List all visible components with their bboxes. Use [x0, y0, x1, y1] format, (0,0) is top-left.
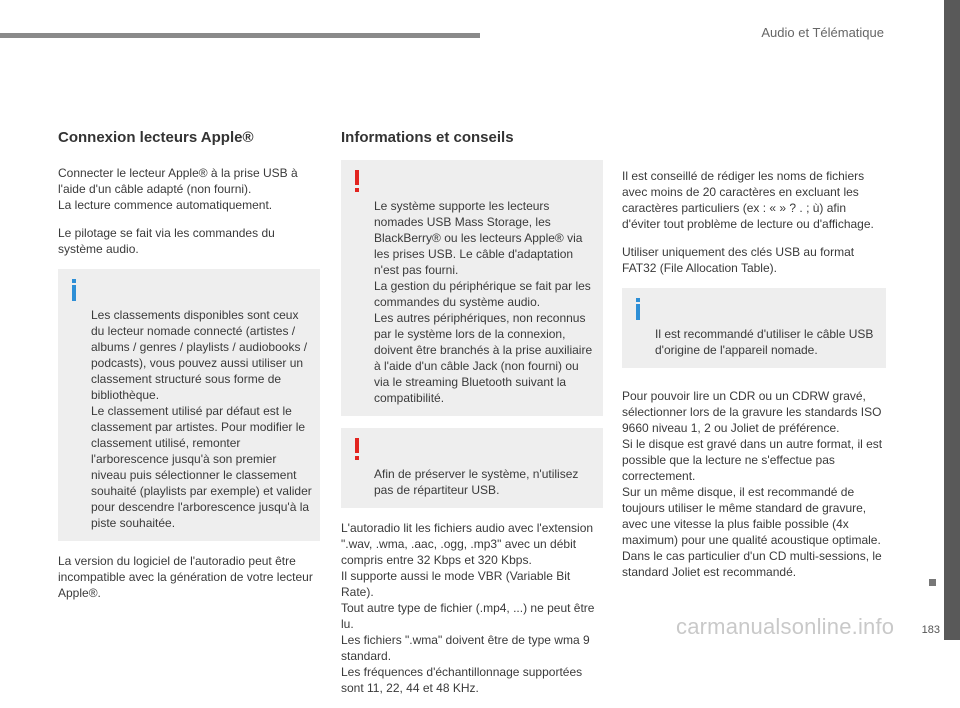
- warning-box-supported-devices: [341, 160, 603, 416]
- column-information-tips: [341, 128, 603, 708]
- info-box-classifications: [58, 269, 320, 541]
- warning-box-text: Le système supporte les lecteurs nomades USB Mass Storage, les BlackBerry® ou les lecteurs Apple® via les prises USB. Le câble d'adaptation n'est pas fourni. La gestion du périphérique se fait par les commandes du système audio. Les autres périphériques, non reconnus par le système lors de la connexion, doivent être branchés à la prise auxiliaire à l'aide d'un câble Jack (non fourni) ou via le streaming Bluetooth suivant la compatibilité.: [374, 199, 593, 405]
- end-marker: [929, 579, 936, 586]
- header-rule: [0, 33, 480, 38]
- info-icon: [631, 296, 645, 322]
- warning-box-usb-splitter: [341, 428, 603, 508]
- section-title-apple: Connexion lecteurs Apple®: [58, 129, 254, 146]
- info-box-usb-cable: [622, 288, 886, 368]
- paragraph-cd-burning: Pour pouvoir lire un CDR ou un CDRW gravé, sélectionner lors de la gravure les standards ISO 9660 niveau 1, 2 ou Joliet de préférence. Si le disque est gravé dans un autre format, il est possible que la lecture ne s'effectue pas correctement. Sur un même disque, il est recommandé de toujours utiliser le même standard de gravure, avec une vitesse la plus faible possible (4x maximum) pour une qualité acoustique optimale. Dans le cas particulier d'un CD multi-sessions, le standard Joliet est recommandé.: [622, 389, 883, 579]
- page-number: 183: [921, 624, 940, 636]
- paragraph-usb-format: Utiliser uniquement des clés USB au format FAT32 (File Allocation Table).: [622, 245, 855, 275]
- warning-box-text: Afin de préserver le système, n'utilisez pas de répartiteur USB.: [374, 467, 579, 497]
- warning-icon: [350, 436, 364, 462]
- info-box-text: Les classements disponibles sont ceux du lecteur nomade connecté (artistes / albums / genres / playlists / audiobooks / podcasts), vous pouvez aussi utiliser un classement structuré sous forme de bibliothèque. Le classement utilisé par défaut est le classement par artistes. Pour modifier le classement utilisé, remonter l'arborescence jusqu'à son premier niveau puis sélectionner le classement souhaité (playlists par exemple) et valider pour descendre l'arborescence jusqu'à la piste souhaitée.: [91, 308, 312, 530]
- column-advice: [622, 168, 886, 592]
- warning-icon: [350, 168, 364, 194]
- paragraph-audio-formats: L'autoradio lit les fichiers audio avec l'extension ".wav, .wma, .aac, .ogg, .mp3" avec un débit compris entre 32 Kbps et 320 Kbps. Il supporte aussi le mode VBR (Variable Bit Rate). Tout autre type de fichier (.mp4, ...) ne peut être lu. Les fichiers ".wma" doivent être de type wma 9 standard. Les fréquences d'échantillonnage supportées sont 11, 22, 44 et 48 KHz.: [341, 521, 595, 695]
- header-title: Audio et Télématique: [761, 25, 884, 40]
- info-icon: [67, 277, 81, 303]
- section-title-info: Informations et conseils: [341, 129, 514, 146]
- paragraph-control: Le pilotage se fait via les commandes du système audio.: [58, 226, 275, 256]
- paragraph-software-version: La version du logiciel de l'autoradio peut être incompatible avec la génération de votre lecteur Apple®.: [58, 554, 313, 600]
- info-box-text: Il est recommandé d'utiliser le câble USB d'origine de l'appareil nomade.: [655, 327, 874, 357]
- watermark: carmanualsonline.info: [676, 614, 895, 639]
- column-apple-connection: [58, 128, 320, 613]
- paragraph-file-names: Il est conseillé de rédiger les noms de fichiers avec moins de 20 caractères en excluant les caractères particuliers (ex : « » ? . ; ù) afin d'éviter tout problème de lecture ou d'affichage.: [622, 169, 874, 231]
- paragraph-connect: Connecter le lecteur Apple® à la prise USB à l'aide d'un câble adapté (non fourni). La lecture commence automatiquement.: [58, 166, 298, 212]
- page-edge-bar: [944, 0, 960, 640]
